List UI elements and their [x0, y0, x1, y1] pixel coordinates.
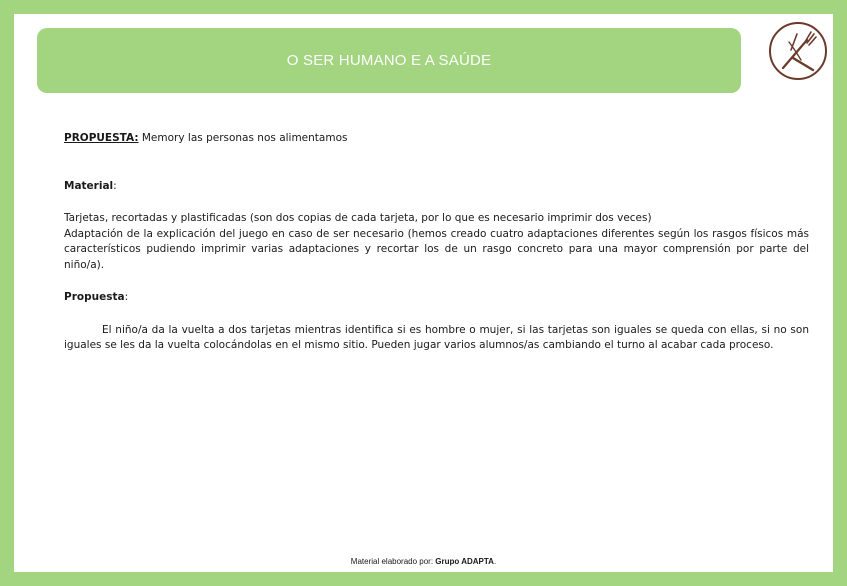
logo-svg: [767, 20, 829, 82]
footer-prefix: Material elaborado por:: [350, 557, 436, 566]
procedure-heading: [64, 290, 809, 306]
page-title: O SER HUMANO E A SAÚDE: [286, 52, 492, 69]
procedure-label: Propuesta: [64, 291, 125, 303]
footer-author: Grupo ADAPTA: [435, 557, 494, 566]
procedure-text: El niño/a da la vuelta a dos tarjetas mientras identifica si es hombre o mujer, si las tarjetas son iguales se queda con ellas, si no son iguales se les da la vuelta colocándolas en el mismo sitio. Pueden jugar varios alumnos/as cambiando el turno al acabar cada proceso.: [64, 323, 809, 351]
proposal-label: PROPUESTA:: [64, 132, 139, 144]
page: [14, 14, 833, 572]
proposal-line: [64, 131, 809, 147]
material-label: Material: [64, 179, 114, 192]
material-heading: [64, 179, 809, 195]
fork-knife-circle-icon: [767, 20, 829, 82]
material-item-adaptation: Adaptación de la explicación del juego en caso de ser necesario (hemos creado cuatro adaptaciones diferentes según los rasgos físicos más característicos pudiendo imprimir varias adaptaciones y recortar los de un rasgo concreto para una mayor comprensión por parte del niño/a).: [64, 227, 809, 271]
material-item-cards: Tarjetas, recortadas y plastificadas (son dos copias de cada tarjeta, por lo que es necesario imprimir dos veces): [64, 212, 652, 224]
procedure-colon: :: [124, 291, 129, 303]
proposal-text: Memory las personas nos alimentamos: [138, 132, 348, 144]
footer-suffix: .: [493, 557, 497, 566]
footer-credit: [14, 557, 833, 566]
title-banner: [37, 28, 741, 93]
material-colon: :: [113, 179, 117, 192]
content-body: [64, 131, 809, 354]
